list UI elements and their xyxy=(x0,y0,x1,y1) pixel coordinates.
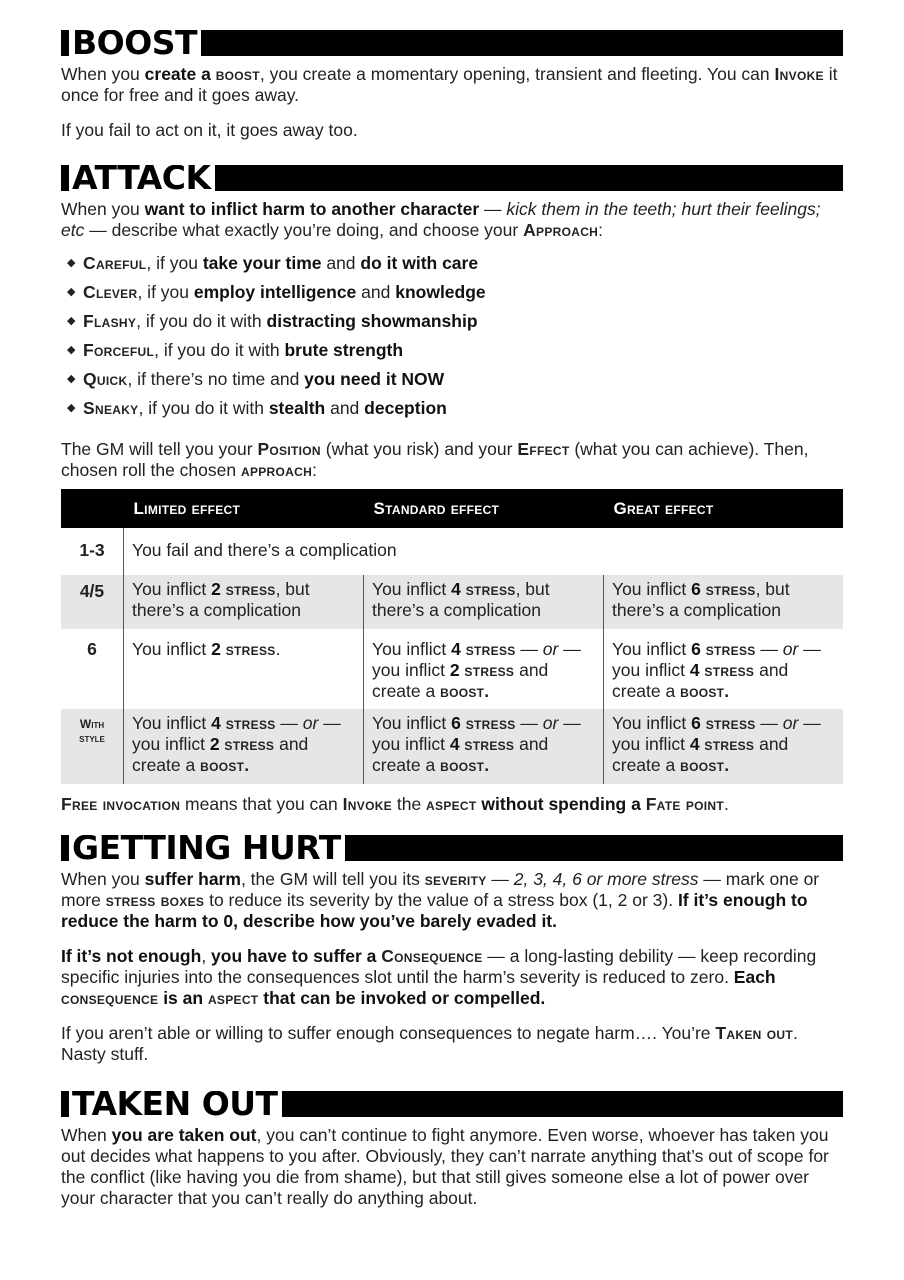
list-item: ◆ Clever, if you employ intelligence and knowledge xyxy=(67,278,843,307)
row-label: 1-3 xyxy=(61,528,124,575)
list-item: ◆ Sneaky, if you do it with stealth and deception xyxy=(67,394,843,423)
list-item: ◆ Careful, if you take your time and do it with care xyxy=(67,249,843,278)
approach-list xyxy=(61,249,843,423)
diamond-bullet-icon: ◆ xyxy=(67,373,76,385)
diamond-bullet-icon: ◆ xyxy=(67,402,76,414)
getting-hurt-heading: GETTING HURT xyxy=(63,835,345,861)
boost-heading-bar xyxy=(61,30,843,56)
diamond-bullet-icon: ◆ xyxy=(67,257,76,269)
table-row xyxy=(61,629,843,709)
table-header-limited: Limited effect xyxy=(124,489,364,528)
table-cell: You inflict 2 stress, but there’s a complication xyxy=(124,575,364,629)
taken-out-heading-bar xyxy=(61,1091,843,1117)
table-cell: You inflict 4 stress — or — you inflict 2 stress and create a boost. xyxy=(124,709,364,784)
attack-heading-bar xyxy=(61,165,843,191)
boost-paragraph-2: If you fail to act on it, it goes away too. xyxy=(61,120,358,140)
getting-hurt-paragraph-2: If it’s not enough, you have to suffer a Consequence — a long-lasting debility — keep recording specific injuries into the consequences slot until the harm’s severity is reduced to zero. Each consequence is an aspect that can be invoked or compelled. xyxy=(61,946,817,1008)
table-cell: You inflict 6 stress — or — you inflict 4 stress and create a boost. xyxy=(604,709,844,784)
table-header-blank xyxy=(61,489,124,528)
boost-heading: BOOST xyxy=(63,30,201,56)
list-item: ◆ Flashy, if you do it with distracting showmanship xyxy=(67,307,843,336)
diamond-bullet-icon: ◆ xyxy=(67,344,76,356)
table-row xyxy=(61,575,843,629)
table-cell: You inflict 6 stress — or — you inflict 4 stress and create a boost. xyxy=(364,709,604,784)
rules-page xyxy=(61,30,843,1209)
table-header-great: Great effect xyxy=(604,489,844,528)
table-header-row xyxy=(61,489,843,528)
effect-table xyxy=(61,489,843,784)
row-label: 6 xyxy=(61,629,124,709)
taken-out-paragraph: When you are taken out, you can’t continue to fight anymore. Even worse, whoever has taken you out decides what happens to you after. Obviously, they can’t narrate anything that’s out of scope for the conflict (like having you die from shame), but that still gives someone else a lot of power over your character that you can’t really do anything about. xyxy=(61,1125,829,1208)
taken-out-heading: TAKEN OUT xyxy=(63,1091,282,1117)
roll-instructions: The GM will tell you your Position (what you risk) and your Effect (what you can achieve). Then, chosen roll the chosen approach: xyxy=(61,439,809,480)
table-row xyxy=(61,528,843,575)
table-header-standard: Standard effect xyxy=(364,489,604,528)
attack-section xyxy=(61,165,843,815)
list-item: ◆ Quick, if there’s no time and you need it NOW xyxy=(67,365,843,394)
table-cell: You inflict 2 stress. xyxy=(124,629,364,709)
getting-hurt-paragraph-3: If you aren’t able or willing to suffer enough consequences to negate harm…. You’re Taken out. Nasty stuff. xyxy=(61,1023,798,1064)
list-item: ◆ Forceful, if you do it with brute strength xyxy=(67,336,843,365)
taken-out-section xyxy=(61,1091,843,1209)
table-cell: You fail and there’s a complication xyxy=(132,540,397,560)
getting-hurt-heading-bar xyxy=(61,835,843,861)
getting-hurt-paragraph-1: When you suffer harm, the GM will tell you its severity — 2, 3, 4, 6 or more stress — mark one or more stress boxes to reduce its severity by the value of a stress box (1, 2 or 3). If it’s enough to reduce the harm to 0, describe how you’ve barely evaded it. xyxy=(61,869,820,931)
table-cell: You inflict 6 stress — or — you inflict 4 stress and create a boost. xyxy=(612,639,821,701)
attack-intro: When you want to inflict harm to another character — kick them in the teeth; hurt their feelings; etc — describe what exactly you’re doing, and choose your Approach: xyxy=(61,199,821,240)
attack-heading: ATTACK xyxy=(63,165,215,191)
row-label: With style xyxy=(61,709,124,784)
diamond-bullet-icon: ◆ xyxy=(67,315,76,327)
boost-section xyxy=(61,30,843,141)
free-invocation-note: Free invocation means that you can Invoke the aspect without spending a Fate point. xyxy=(61,794,729,814)
boost-paragraph-1: When you create a boost, you create a momentary opening, transient and fleeting. You can Invoke it once for free and it goes away. xyxy=(61,64,838,105)
table-cell: You inflict 4 stress — or — you inflict 2 stress and create a boost. xyxy=(364,629,604,709)
table-cell: You inflict 6 stress, but there’s a complication xyxy=(604,575,844,629)
table-row xyxy=(61,709,843,784)
table-cell: You inflict 4 stress, but there’s a complication xyxy=(364,575,604,629)
row-label: 4/5 xyxy=(61,575,124,629)
getting-hurt-section xyxy=(61,835,843,1065)
diamond-bullet-icon: ◆ xyxy=(67,286,76,298)
